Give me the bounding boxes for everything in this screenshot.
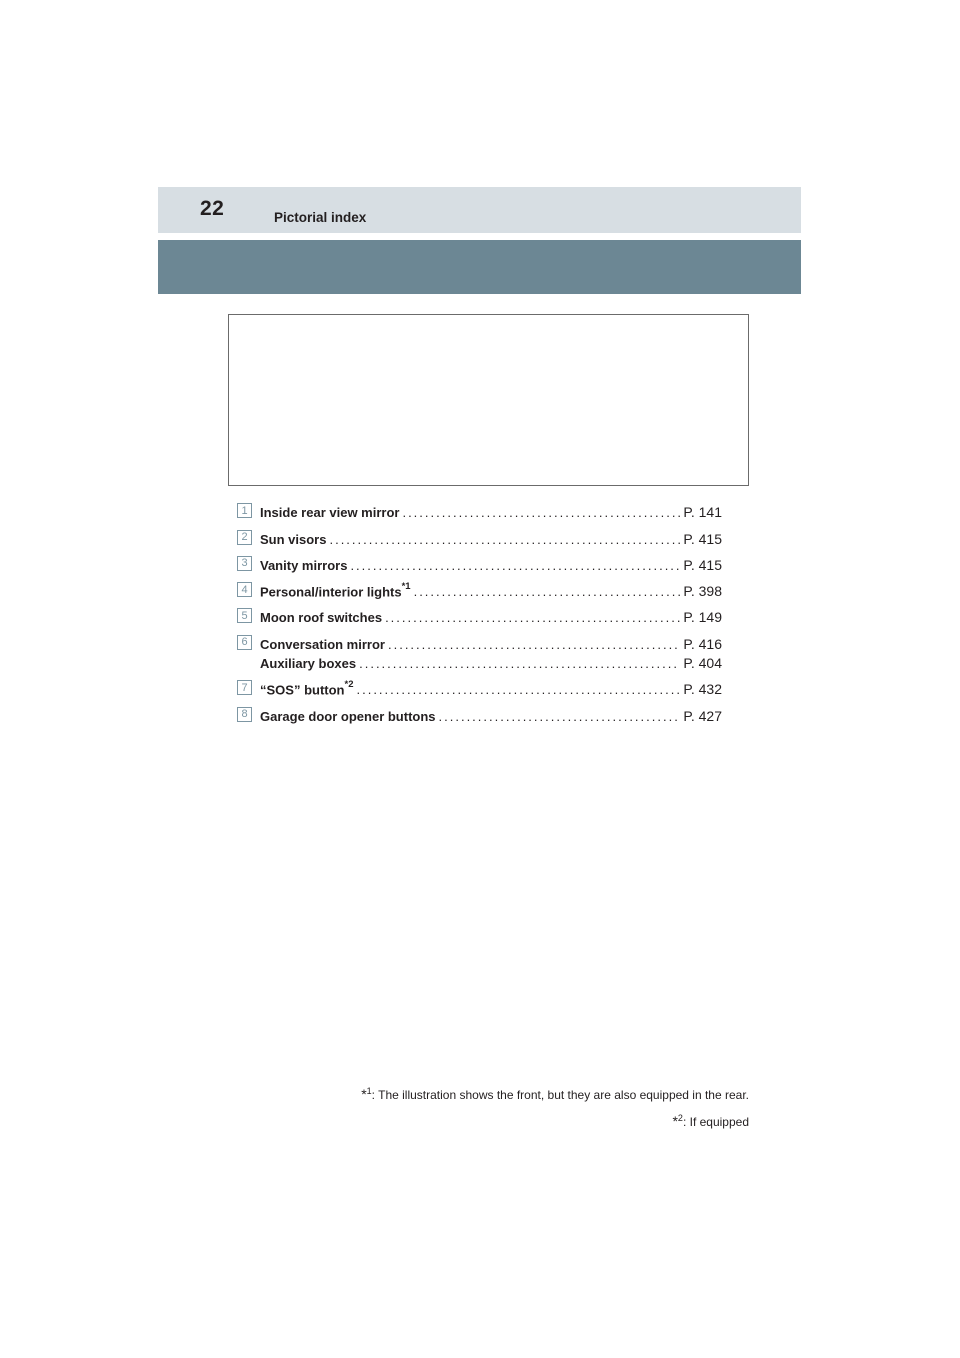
index-entry[interactable] xyxy=(237,547,722,573)
leader-dots xyxy=(385,610,680,625)
entry-label: “SOS” button$^{*2}$ xyxy=(260,679,354,698)
entry-label: Inside rear view mirror xyxy=(260,505,400,521)
leader-dots xyxy=(402,505,680,520)
section-title: Pictorial index xyxy=(274,210,367,225)
page-number: 22 xyxy=(200,197,225,220)
entry-label: Vanity mirrors xyxy=(260,557,348,573)
page-reference[interactable]: P. 141 xyxy=(683,504,722,521)
index-entry[interactable] xyxy=(237,697,722,723)
leader-dots xyxy=(350,558,680,573)
entry-label: Auxiliary boxes xyxy=(260,656,357,672)
entry-label: Garage door opener buttons xyxy=(260,708,436,724)
index-entry[interactable] xyxy=(237,599,722,625)
index-list xyxy=(237,494,722,724)
header-bar xyxy=(158,187,801,233)
leader-dots xyxy=(414,584,681,599)
page-reference[interactable]: P. 398 xyxy=(683,583,722,600)
callout-number: 2 xyxy=(237,530,252,545)
page-reference[interactable]: P. 427 xyxy=(683,707,722,724)
index-entry[interactable] xyxy=(237,671,722,697)
footnote: *$^1$: The illustration shows the front, but they are also equipped in the rear. xyxy=(361,1086,749,1102)
page-reference[interactable]: P. 404 xyxy=(683,655,722,672)
index-entry[interactable] xyxy=(237,625,722,651)
entry-label: Sun visors xyxy=(260,531,327,547)
title-band xyxy=(158,240,801,294)
footnote-ref: *2 xyxy=(344,679,354,691)
page-reference[interactable]: P. 432 xyxy=(683,681,722,698)
callout-number: 6 xyxy=(237,635,252,650)
entry-label: Personal/interior lights$^{*1}$ xyxy=(260,580,411,600)
callout-number: 1 xyxy=(237,503,252,518)
footnotes xyxy=(361,1080,749,1134)
page-reference[interactable]: P. 415 xyxy=(683,556,722,573)
entry-label: Conversation mirror xyxy=(260,636,385,652)
leader-dots xyxy=(329,532,680,547)
interior-illustration-frame xyxy=(228,314,749,486)
index-entry[interactable] xyxy=(237,520,722,546)
entry-label: Moon roof switches xyxy=(260,610,383,626)
index-entry[interactable] xyxy=(237,573,722,599)
callout-number: 8 xyxy=(237,707,252,722)
page-reference[interactable]: P. 149 xyxy=(683,609,722,626)
leader-dots xyxy=(359,656,680,671)
callout-number: 3 xyxy=(237,556,252,571)
callout-number: 5 xyxy=(237,608,252,623)
leader-dots xyxy=(388,637,680,652)
callout-number: 7 xyxy=(237,680,252,695)
callout-number: 4 xyxy=(237,582,252,597)
footnote: *$^2$: If equipped xyxy=(672,1113,749,1129)
page-reference[interactable]: P. 416 xyxy=(683,635,722,652)
leader-dots xyxy=(356,682,680,697)
leader-dots xyxy=(439,709,681,724)
index-entry[interactable] xyxy=(237,494,722,520)
page-reference[interactable]: P. 415 xyxy=(683,530,722,547)
footnote-ref: *1 xyxy=(401,580,411,592)
